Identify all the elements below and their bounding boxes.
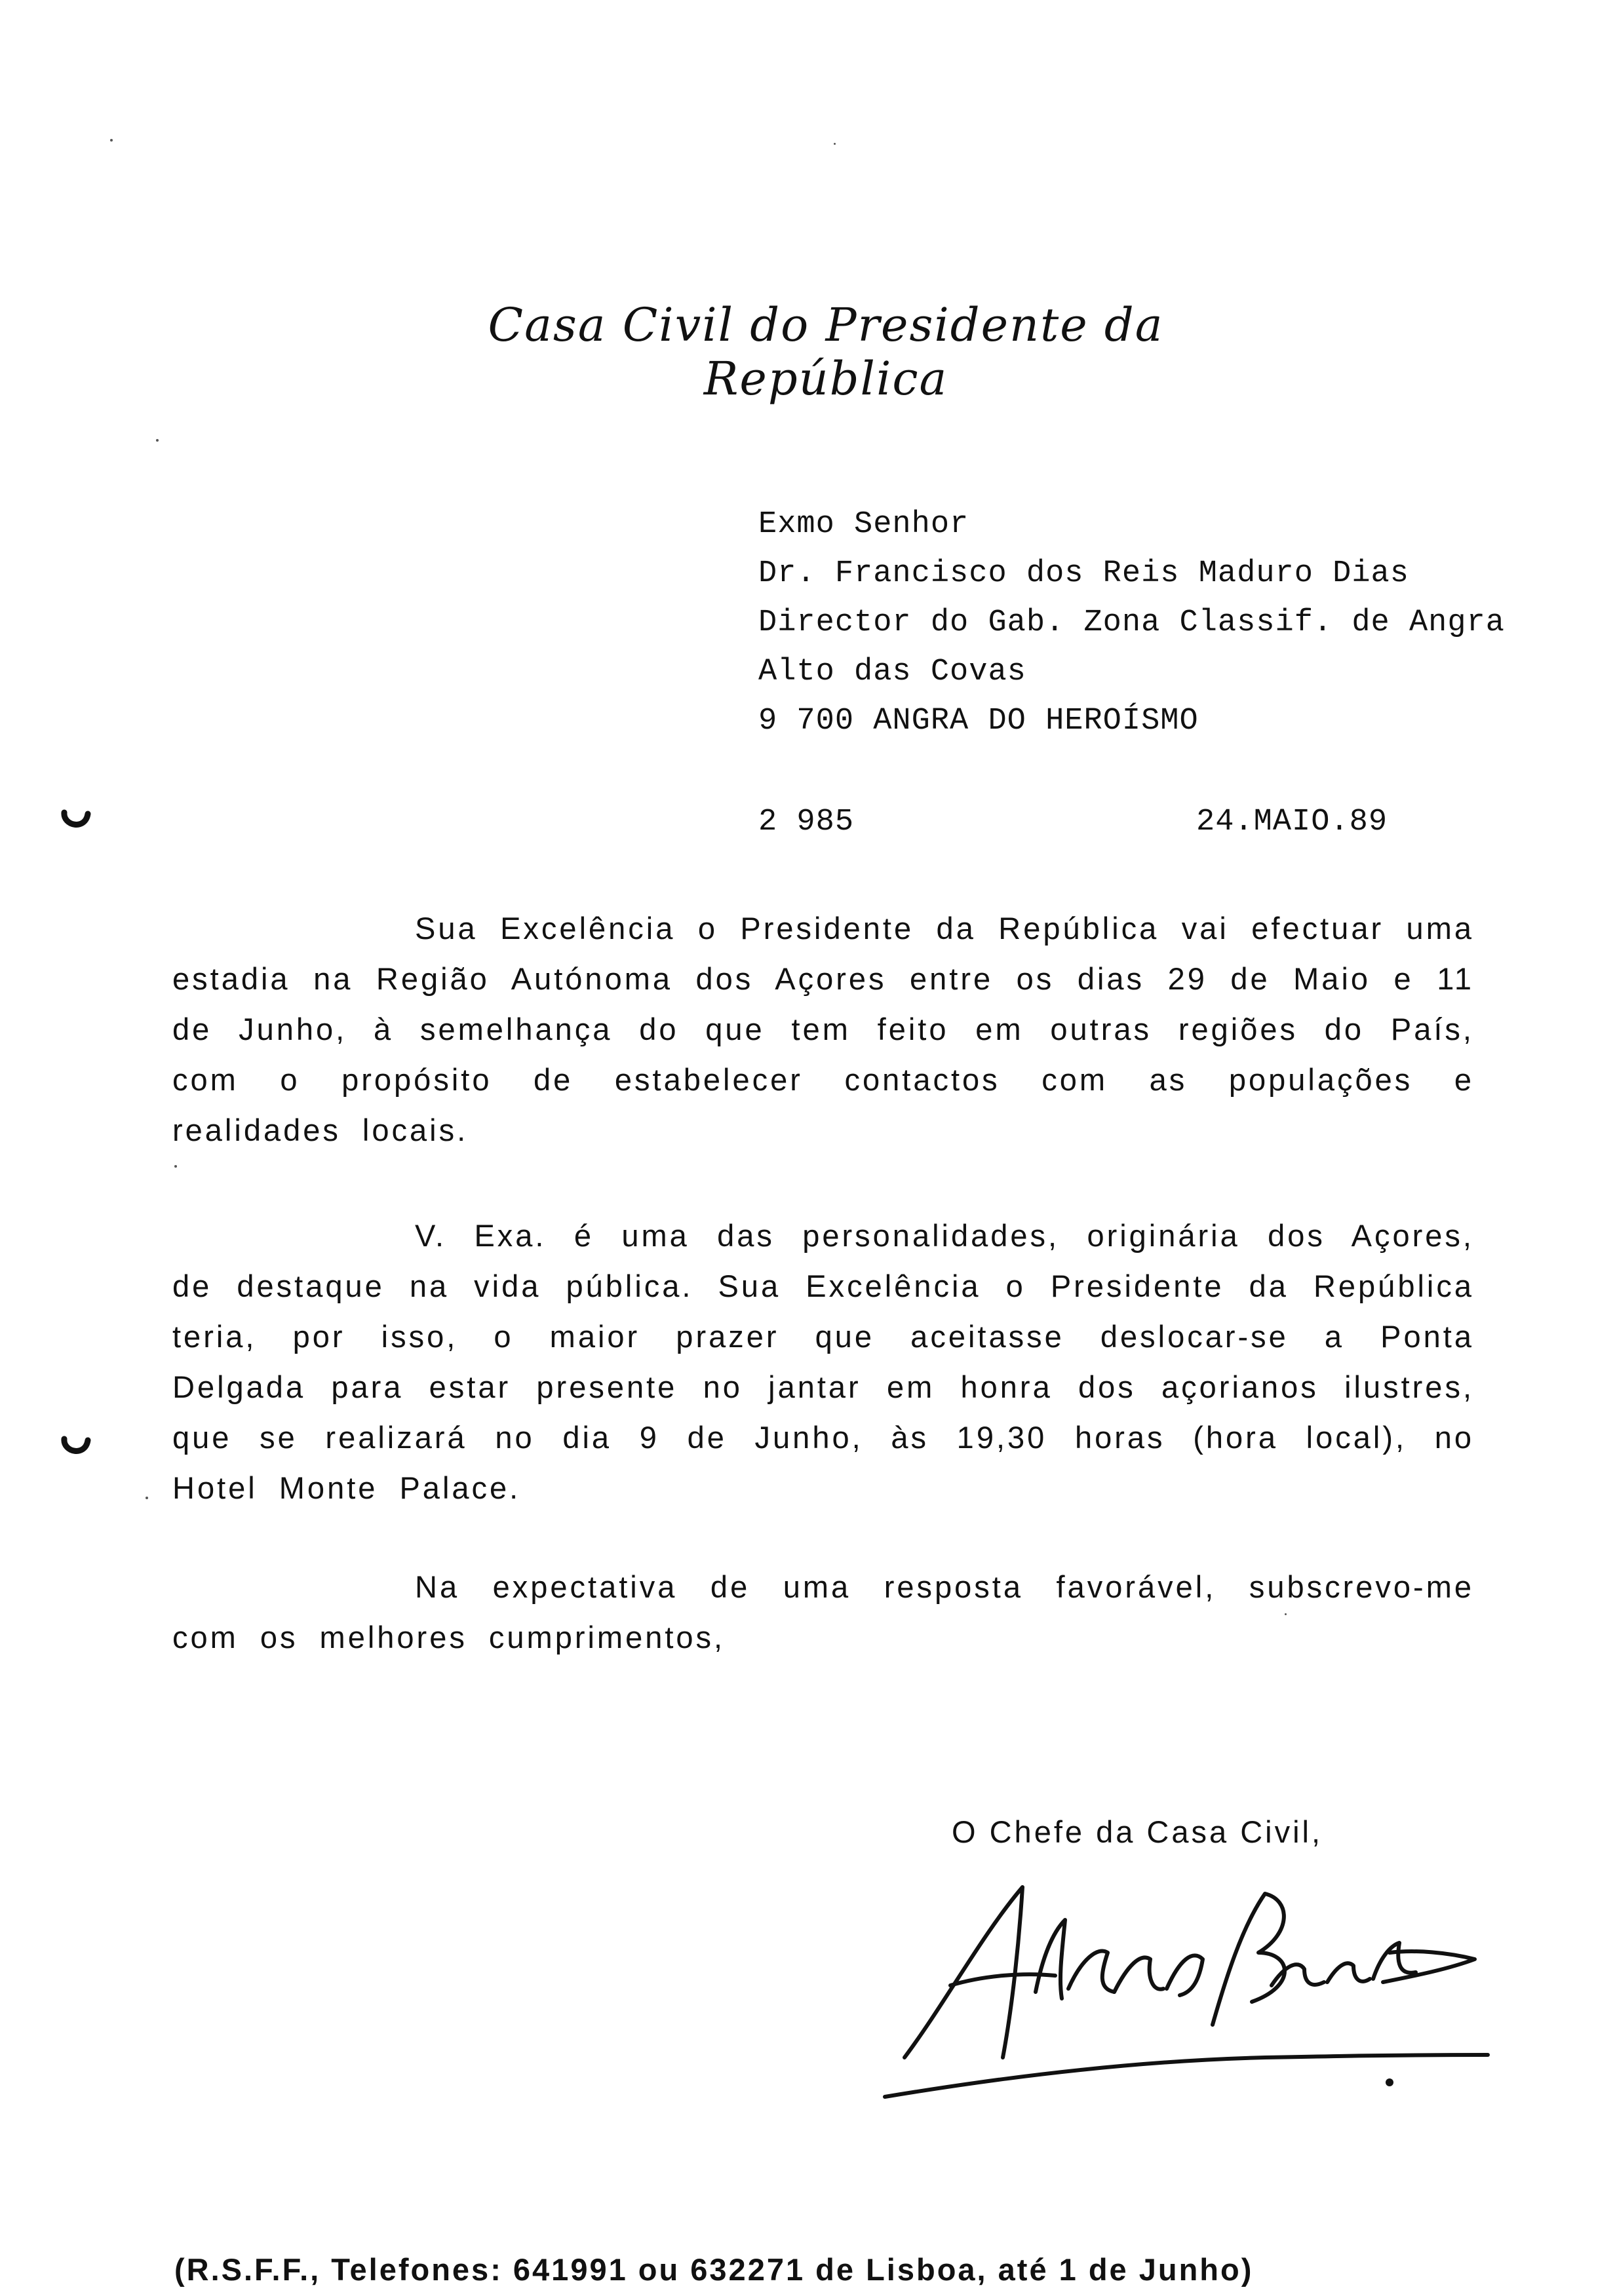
recipient-name: Dr. Francisco dos Reis Maduro Dias <box>758 556 1409 591</box>
reference-number: 2 985 <box>758 805 855 839</box>
punch-hole-icon <box>59 1427 92 1460</box>
scan-speck <box>174 1165 177 1168</box>
body-paragraph-3 <box>172 1561 1474 1662</box>
scan-speck <box>146 1497 148 1499</box>
letter-date: 24.MAIO.89 <box>1196 805 1388 839</box>
body-paragraph-1 <box>172 903 1474 1155</box>
recipient-address <box>758 500 1584 746</box>
scan-speck <box>834 143 836 145</box>
scan-speck <box>156 439 159 442</box>
scan-speck <box>110 139 113 142</box>
scan-speck <box>1285 1613 1287 1615</box>
recipient-title: Director do Gab. Zona Classif. de Angra <box>758 605 1505 640</box>
handwritten-signature <box>872 1861 1494 2110</box>
body-paragraph-2 <box>172 1210 1474 1513</box>
letterhead: Casa Civil do Presidente da República <box>488 298 1164 406</box>
recipient-city: 9 700 ANGRA DO HEROÍSMO <box>758 704 1199 738</box>
recipient-salutation: Exmo Senhor <box>758 507 969 542</box>
paragraph-text: Sua Excelência o Presidente da República vai efectuar uma estadia na Região Autónoma dos Açores entre os dias 29 de Maio e 11 de Junho, à semelhança do que tem feito em outras regiões do País, com o propósito de estabelecer contactos com as populações e realidades locais. <box>172 911 1474 1147</box>
paragraph-text: V. Exa. é uma das personalidades, originária dos Açores, de destaque na vida pública. Sua Excelência o Presidente da República teria, por isso, o maior prazer que aceitasse deslocar-se a Ponta Delgada para estar presente no jantar em honra dos açorianos ilustres, que se realizará no dia 9 de Junho, às 19,30 horas (hora local), no Hotel Monte Palace. <box>172 1218 1474 1505</box>
footer-contact-note: (R.S.F.F., Telefones: 641991 ou 632271 de Lisboa, até 1 de Junho) <box>174 2252 1254 2287</box>
punch-hole-icon <box>59 801 92 833</box>
recipient-street: Alto das Covas <box>758 655 1026 689</box>
paragraph-text: Na expectativa de uma resposta favorável, subscrevo-me com os melhores cumprimentos, <box>172 1569 1474 1655</box>
closing-line: O Chefe da Casa Civil, <box>952 1814 1323 1849</box>
